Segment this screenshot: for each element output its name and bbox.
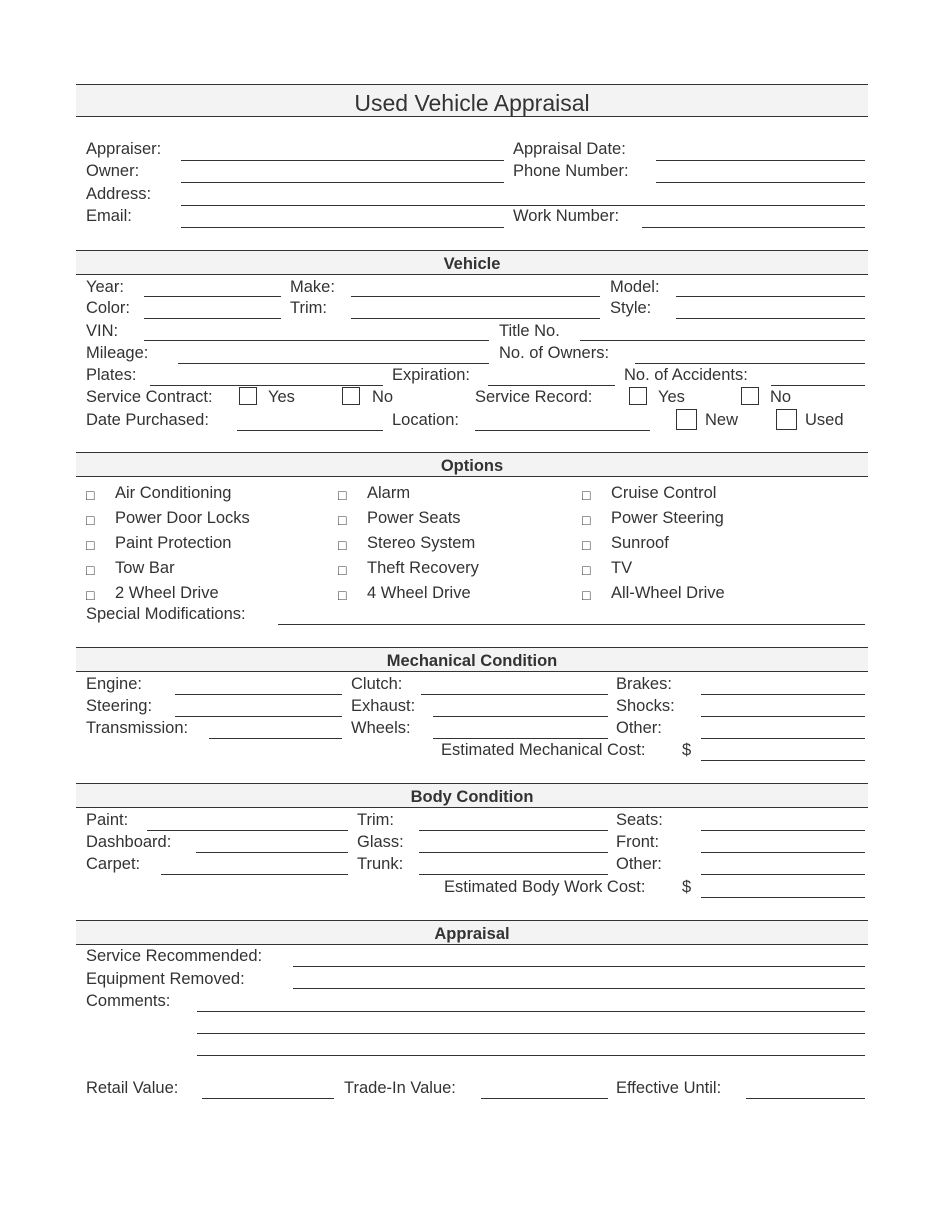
body-other-field[interactable]: [701, 874, 865, 875]
no-of-accidents-field[interactable]: [771, 385, 865, 386]
service-contract-no-checkbox[interactable]: [342, 387, 360, 405]
two-wheel-drive-checkbox[interactable]: □: [86, 587, 95, 603]
retail-value-label: Retail Value:: [86, 1079, 179, 1097]
paint-protection-checkbox[interactable]: □: [86, 537, 95, 553]
steering-field[interactable]: [175, 716, 342, 717]
seats-field[interactable]: [701, 830, 865, 831]
transmission-label: Transmission:: [86, 719, 189, 737]
option-alarm: Alarm: [367, 484, 411, 502]
equipment-removed-label: Equipment Removed:: [86, 970, 245, 988]
glass-field[interactable]: [419, 852, 608, 853]
trunk-field[interactable]: [419, 874, 608, 875]
effective-until-field[interactable]: [746, 1098, 865, 1099]
service-record-yes-label: Yes: [658, 388, 685, 406]
title-no-field[interactable]: [580, 340, 865, 341]
option-power-door-locks: Power Door Locks: [115, 509, 250, 527]
option-theft-recovery: Theft Recovery: [367, 559, 479, 577]
option-power-steering: Power Steering: [611, 509, 724, 527]
owner-label: Owner:: [86, 162, 140, 180]
transmission-field[interactable]: [209, 738, 342, 739]
alarm-checkbox[interactable]: □: [338, 487, 347, 503]
location-label: Location:: [392, 411, 459, 429]
phone-number-field[interactable]: [656, 182, 865, 183]
mechanical-section-header: Mechanical Condition: [76, 647, 868, 672]
trade-in-value-field[interactable]: [481, 1098, 608, 1099]
clutch-field[interactable]: [421, 694, 608, 695]
form-title-band: [76, 84, 868, 117]
email-field[interactable]: [181, 227, 504, 228]
seats-label: Seats:: [616, 811, 663, 829]
theft-recovery-checkbox[interactable]: □: [338, 562, 347, 578]
year-field[interactable]: [144, 296, 281, 297]
address-field[interactable]: [181, 205, 865, 206]
trade-in-value-label: Trade-In Value:: [344, 1079, 456, 1097]
dashboard-field[interactable]: [196, 852, 348, 853]
option-stereo-system: Stereo System: [367, 534, 476, 552]
comments-label: Comments:: [86, 992, 171, 1010]
plates-label: Plates:: [86, 366, 137, 384]
service-record-no-checkbox[interactable]: [741, 387, 759, 405]
equipment-removed-field[interactable]: [293, 988, 865, 989]
option-air-conditioning: Air Conditioning: [115, 484, 232, 502]
tow-bar-checkbox[interactable]: □: [86, 562, 95, 578]
exhaust-label: Exhaust:: [351, 697, 416, 715]
page-title: Used Vehicle Appraisal: [354, 90, 590, 116]
date-purchased-label: Date Purchased:: [86, 411, 209, 429]
model-field[interactable]: [676, 296, 865, 297]
work-number-label: Work Number:: [513, 207, 620, 225]
tv-checkbox[interactable]: □: [582, 562, 591, 578]
service-contract-label: Service Contract:: [86, 388, 213, 406]
option-tow-bar: Tow Bar: [115, 559, 175, 577]
power-steering-checkbox[interactable]: □: [582, 512, 591, 528]
option-two-wheel-drive: 2 Wheel Drive: [115, 584, 219, 602]
service-record-no-label: No: [770, 388, 792, 406]
comments-field-line-3[interactable]: [197, 1055, 865, 1056]
dashboard-label: Dashboard:: [86, 833, 172, 851]
estimated-mechanical-cost-label: Estimated Mechanical Cost:: [441, 741, 646, 759]
style-field[interactable]: [676, 318, 865, 319]
wheels-field[interactable]: [433, 738, 608, 739]
special-modifications-label: Special Modifications:: [86, 605, 246, 623]
phone-number-label: Phone Number:: [513, 162, 629, 180]
retail-value-field[interactable]: [202, 1098, 334, 1099]
estimated-mechanical-cost-field[interactable]: [701, 760, 865, 761]
sunroof-checkbox[interactable]: □: [582, 537, 591, 553]
mechanical-cost-currency: $: [682, 741, 692, 759]
service-record-yes-checkbox[interactable]: [629, 387, 647, 405]
style-label: Style:: [610, 299, 652, 317]
color-field[interactable]: [144, 318, 281, 319]
date-purchased-field[interactable]: [237, 430, 383, 431]
shocks-label: Shocks:: [616, 697, 675, 715]
model-label: Model:: [610, 278, 660, 296]
option-tv: TV: [611, 559, 633, 577]
expiration-label: Expiration:: [392, 366, 470, 384]
no-of-accidents-label: No. of Accidents:: [624, 366, 748, 384]
shocks-field[interactable]: [701, 716, 865, 717]
trunk-label: Trunk:: [357, 855, 404, 873]
service-recommended-field[interactable]: [293, 966, 865, 967]
service-record-label: Service Record:: [475, 388, 593, 406]
comments-field-line-1[interactable]: [197, 1011, 865, 1012]
paint-field[interactable]: [147, 830, 348, 831]
option-all-wheel-drive: All-Wheel Drive: [611, 584, 725, 602]
title-no-label: Title No.: [499, 322, 560, 340]
four-wheel-drive-checkbox[interactable]: □: [338, 587, 347, 603]
owner-field[interactable]: [181, 182, 504, 183]
estimated-body-work-cost-label: Estimated Body Work Cost:: [444, 878, 646, 896]
carpet-label: Carpet:: [86, 855, 141, 873]
option-four-wheel-drive: 4 Wheel Drive: [367, 584, 471, 602]
location-field[interactable]: [475, 430, 650, 431]
appraiser-field[interactable]: [181, 160, 504, 161]
year-label: Year:: [86, 278, 124, 296]
front-label: Front:: [616, 833, 660, 851]
option-paint-protection: Paint Protection: [115, 534, 232, 552]
trim-field[interactable]: [351, 318, 600, 319]
body-trim-label: Trim:: [357, 811, 394, 829]
brakes-field[interactable]: [701, 694, 865, 695]
clutch-label: Clutch:: [351, 675, 403, 693]
body-section-header: Body Condition: [76, 783, 868, 808]
paint-label: Paint:: [86, 811, 129, 829]
brakes-label: Brakes:: [616, 675, 672, 693]
exhaust-field[interactable]: [433, 716, 608, 717]
air-conditioning-checkbox[interactable]: □: [86, 487, 95, 503]
engine-field[interactable]: [175, 694, 342, 695]
service-contract-yes-label: Yes: [268, 388, 295, 406]
all-wheel-drive-checkbox[interactable]: □: [582, 587, 591, 603]
glass-label: Glass:: [357, 833, 404, 851]
new-checkbox[interactable]: [676, 409, 697, 430]
body-other-label: Other:: [616, 855, 662, 873]
carpet-field[interactable]: [161, 874, 348, 875]
make-label: Make:: [290, 278, 335, 296]
engine-label: Engine:: [86, 675, 142, 693]
appraisal-section-header: Appraisal: [76, 920, 868, 945]
no-of-owners-label: No. of Owners:: [499, 344, 610, 362]
body-cost-currency: $: [682, 878, 692, 896]
color-label: Color:: [86, 299, 131, 317]
vehicle-section-header: Vehicle: [76, 250, 868, 275]
options-section-header: Options: [76, 452, 868, 477]
appraisal-date-field[interactable]: [656, 160, 865, 161]
option-power-seats: Power Seats: [367, 509, 461, 527]
trim-label: Trim:: [290, 299, 327, 317]
vin-label: VIN:: [86, 322, 119, 340]
power-door-locks-checkbox[interactable]: □: [86, 512, 95, 528]
mileage-field[interactable]: [178, 363, 489, 364]
plates-field[interactable]: [150, 385, 383, 386]
service-recommended-label: Service Recommended:: [86, 947, 263, 965]
front-field[interactable]: [701, 852, 865, 853]
cruise-control-checkbox[interactable]: □: [582, 487, 591, 503]
option-cruise-control: Cruise Control: [611, 484, 717, 502]
steering-label: Steering:: [86, 697, 153, 715]
appraiser-label: Appraiser:: [86, 140, 162, 158]
work-number-field[interactable]: [642, 227, 865, 228]
service-contract-no-label: No: [372, 388, 394, 406]
used-checkbox[interactable]: [776, 409, 797, 430]
body-trim-field[interactable]: [419, 830, 608, 831]
special-modifications-field[interactable]: [278, 624, 865, 625]
new-label: New: [705, 411, 739, 429]
make-field[interactable]: [351, 296, 600, 297]
power-seats-checkbox[interactable]: □: [338, 512, 347, 528]
stereo-system-checkbox[interactable]: □: [338, 537, 347, 553]
option-sunroof: Sunroof: [611, 534, 669, 552]
mechanical-other-label: Other:: [616, 719, 662, 737]
appraisal-date-label: Appraisal Date:: [513, 140, 626, 158]
expiration-field[interactable]: [488, 385, 615, 386]
email-label: Email:: [86, 207, 132, 225]
effective-until-label: Effective Until:: [616, 1079, 722, 1097]
address-label: Address:: [86, 185, 152, 203]
vin-field[interactable]: [144, 340, 489, 341]
no-of-owners-field[interactable]: [635, 363, 865, 364]
service-contract-yes-checkbox[interactable]: [239, 387, 257, 405]
mechanical-other-field[interactable]: [701, 738, 865, 739]
wheels-label: Wheels:: [351, 719, 411, 737]
estimated-body-work-cost-field[interactable]: [701, 897, 865, 898]
mileage-label: Mileage:: [86, 344, 149, 362]
used-label: Used: [805, 411, 844, 429]
comments-field-line-2[interactable]: [197, 1033, 865, 1034]
